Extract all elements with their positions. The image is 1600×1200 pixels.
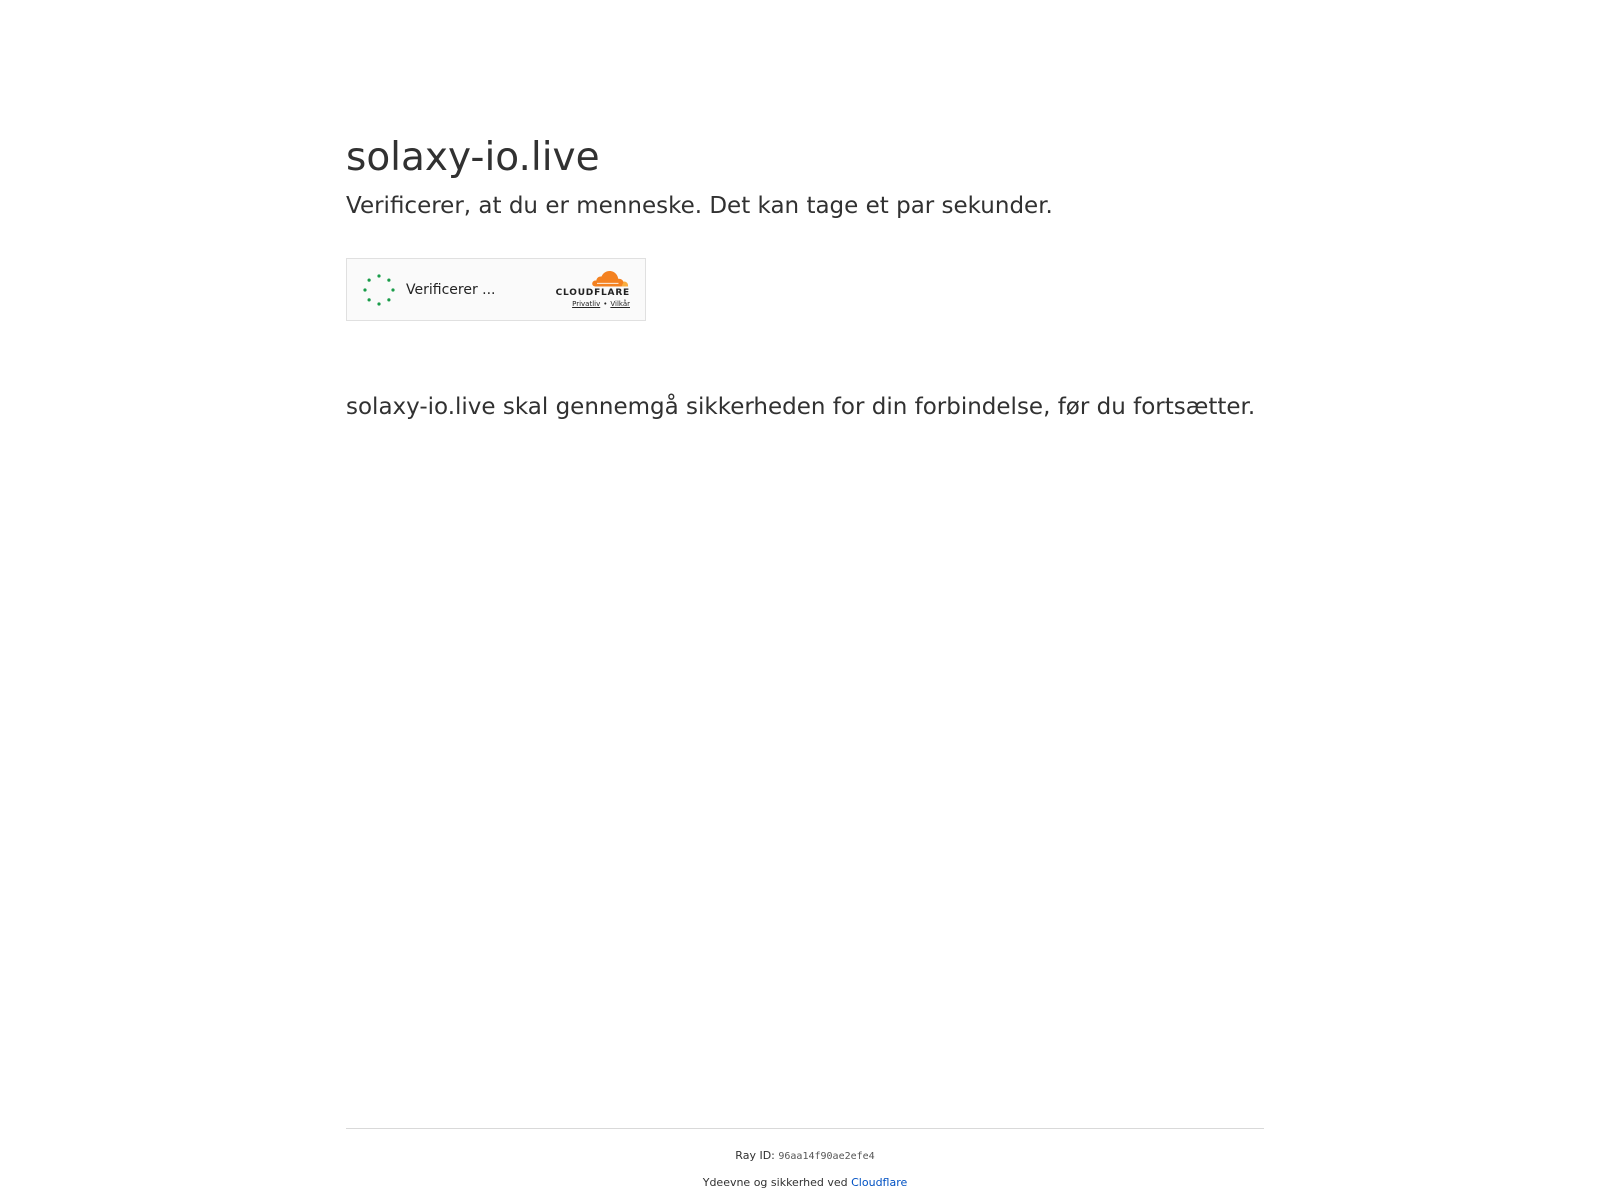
widget-links	[572, 300, 630, 309]
privacy-link[interactable]: Privatliv	[572, 300, 601, 308]
ray-id-line	[346, 1149, 1264, 1164]
ray-id-label: Ray ID:	[735, 1149, 775, 1162]
verifying-label: Verificerer ...	[406, 282, 496, 298]
site-title: solaxy-io.live	[346, 135, 600, 180]
footer	[346, 1128, 1264, 1190]
cloudflare-logo-icon	[590, 269, 630, 289]
cloudflare-branding	[554, 269, 630, 309]
security-check-text: solaxy-io.live skal gennemgå sikkerheden for din forbindelse, før du fortsætter.	[346, 394, 1256, 420]
verification-subtitle: Verificerer, at du er menneske. Det kan tage et par sekunder.	[346, 193, 1053, 219]
loading-spinner-icon	[363, 274, 395, 306]
powered-by-line	[346, 1176, 1264, 1190]
ray-id-value: 96aa14f90ae2efe4	[778, 1151, 875, 1162]
turnstile-widget[interactable]	[346, 258, 646, 321]
cloudflare-link[interactable]: Cloudflare	[851, 1176, 908, 1189]
cloudflare-wordmark: CLOUDFLARE	[555, 288, 630, 298]
terms-link[interactable]: Vilkår	[610, 300, 630, 308]
link-separator: •	[603, 300, 608, 308]
powered-by-prefix: Ydeevne og sikkerhed ved	[702, 1176, 848, 1189]
